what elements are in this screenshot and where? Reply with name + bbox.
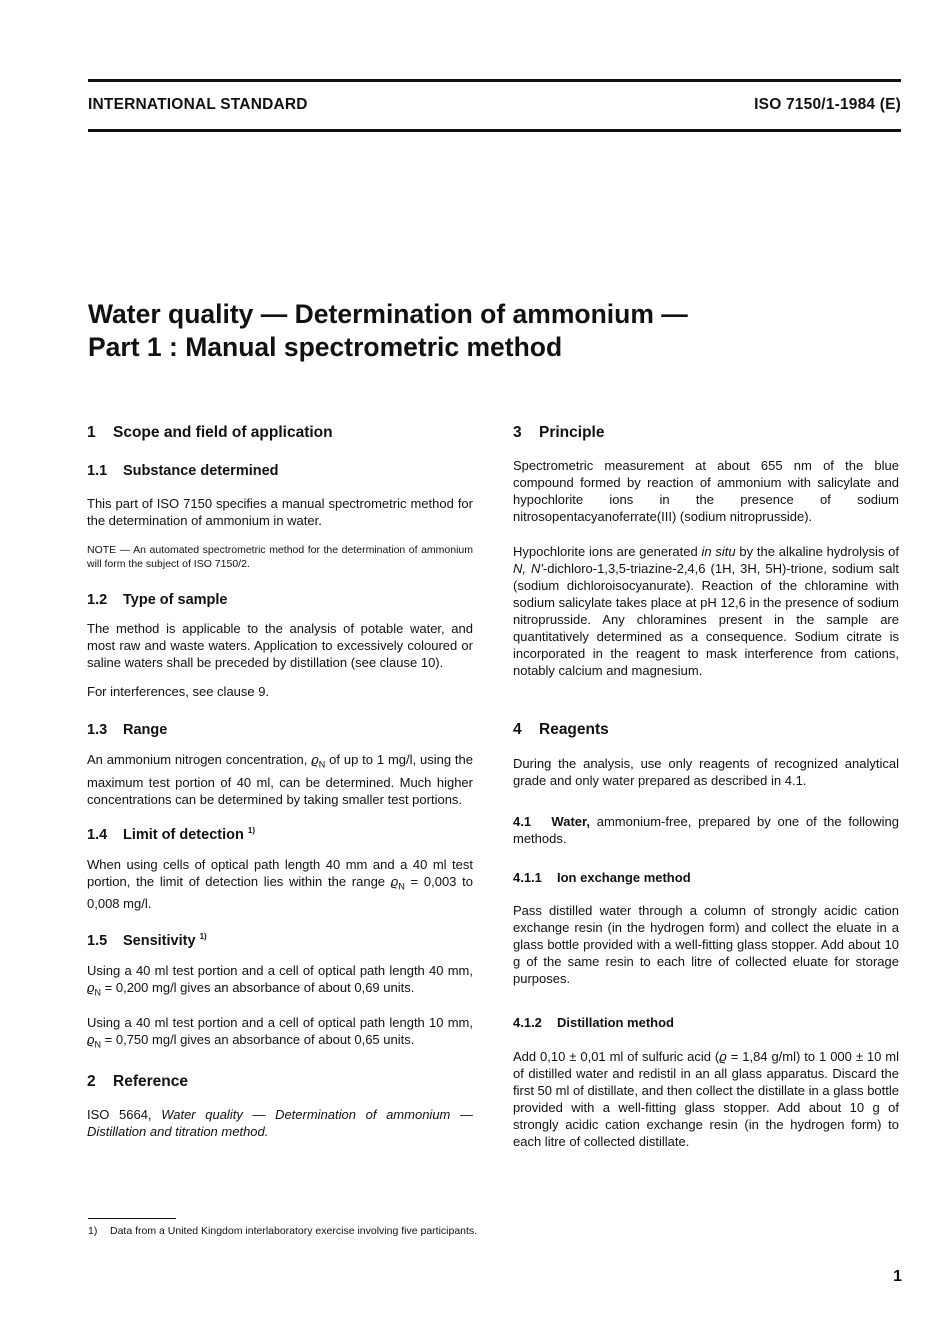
section-1-3-text: An ammonium nitrogen concentration, $ϱ_N$ of up to 1 mg/l, using the maximum test portion of 40 ml, can be determined. Much higher concentrations can be determined by taking smaller test portions.	[87, 752, 473, 807]
section-4-1-1-text: Pass distilled water through a column of strongly acidic cation exchange resin (in the hydrogen form) and collect the eluate in a glass bottle provided with a well-fitting glass stopper. Add about 10 g of the same resin to each litre of collected eluate for storage purposes.	[513, 903, 899, 986]
section-1-3-heading: 1.3 Range	[87, 722, 168, 738]
section-2-heading: 2 Reference	[87, 1073, 188, 1091]
footnote-text: Data from a United Kingdom interlaboratory exercise involving five participants.	[110, 1225, 478, 1237]
header-bottom-rule	[88, 129, 901, 132]
footnote-number: 1)	[88, 1225, 98, 1237]
title-line-2: Part 1 : Manual spectrometric method	[88, 332, 563, 362]
section-1-1-heading: 1.1 Substance determined	[87, 463, 279, 479]
section-1-5-text-2: Using a 40 ml test portion and a cell of optical path length 10 mm, $ϱ_N = 0,750$ mg/l gives an absorbance of about 0,65 units.	[87, 1014, 473, 1050]
footnote-rule	[88, 1218, 176, 1219]
section-1-4-heading: 1.4 Limit of detection $^{1)}$	[87, 825, 255, 843]
section-4-1-2-text: Add 0,10 ± 0,01 ml of sulfuric acid (ϱ = 1,84 g/ml) to 1 000 ± 10 ml of distilled water and redistil in an all glass apparatus. Discard the first 50 ml of distillate, and then collect the distillate in a glass bottle provided with a well-fitting glass stopper. Add about 10 g of strongly acidic cation exchange resin (in the hydrogen form) to each litre of collected distillate.	[513, 1049, 899, 1149]
section-3-text-1: Spectrometric measurement at about 655 nm of the blue compound formed by reaction of ammonium with salicylate and hypochlorite ions in the presence of sodium nitrosopentacyanoferrate(III) (sodium nitroprusside).	[513, 458, 899, 524]
section-4-1-1-heading: 4.1.1 Ion exchange method	[513, 870, 691, 885]
section-3-heading: 3 Principle	[513, 424, 605, 441]
header-left: INTERNATIONAL STANDARD	[88, 96, 308, 113]
section-1-2-text: The method is applicable to the analysis of potable water, and most raw and waste waters. Application to excessively coloured or saline waters shall be preceded by distillation (see clause 10).	[87, 621, 473, 670]
header-top-rule	[88, 79, 901, 82]
section-2-reference: ISO 5664, Water quality — Determination of ammonium — Distillation and titration method.	[87, 1107, 473, 1140]
header-right: ISO 7150/1-1984 (E)	[754, 96, 901, 113]
page-number: 1	[893, 1268, 902, 1285]
section-4-heading: 4 Reagents	[513, 721, 609, 738]
right-column	[513, 424, 899, 1150]
section-1-5-text-1: Using a 40 ml test portion and a cell of optical path length 40 mm, $ϱ_N = 0,200$ mg/l gives an absorbance of about 0,69 units.	[87, 963, 473, 998]
document-title	[88, 298, 688, 364]
section-4-text: During the analysis, use only reagents of recognized analytical grade and only water prepared as described in 4.1.	[513, 756, 899, 788]
footnote-ref: 1)	[199, 932, 207, 942]
footnote	[88, 1225, 477, 1237]
section-1-2-interferences: For interferences, see clause 9.	[87, 684, 270, 699]
section-3-text-2: Hypochlorite ions are generated in situ by the alkaline hydrolysis of N, N'-dichloro-1,3,5-triazine-2,4,6 (1H, 3H, 5H)-trione, sodium salt (sodium dichloroisocyanurate). Reaction of the chloramine with sodium salicylate takes place at pH 12,6 in the presence of sodium nitroprusside. Any chloramines present in the sample are quantitatively determined as a consequence. Sodium citrate is incorporated in the reagent to mask interference from cations, notably calcium and magnesium.	[513, 544, 900, 678]
section-1-heading: 1 Scope and field of application	[87, 424, 333, 441]
section-1-5-heading: 1.5 Sensitivity $^{1)}$	[87, 932, 207, 950]
section-1-2-heading: 1.2 Type of sample	[87, 592, 228, 608]
title-line-1: Water quality — Determination of ammonium —	[88, 299, 688, 329]
section-1-4-text: When using cells of optical path length 40 mm and a 40 ml test portion, the limit of detection lies within the range $ϱ_N = 0,003$ to 0,008 mg/l.	[87, 856, 473, 912]
section-1-1-text: This part of ISO 7150 specifies a manual spectrometric method for the determination of ammonium in water.	[87, 496, 473, 528]
left-column	[87, 424, 473, 1140]
section-4-1-2-heading: 4.1.2 Distillation method	[513, 1015, 674, 1030]
section-4-1-text: 4.1 Water, ammonium-free, prepared by one of the following methods.	[513, 814, 899, 846]
section-1-1-note: NOTE — An automated spectrometric method for the determination of ammonium will form the subject of ISO 7150/2.	[87, 544, 473, 570]
footnote-ref: 1)	[247, 825, 255, 835]
